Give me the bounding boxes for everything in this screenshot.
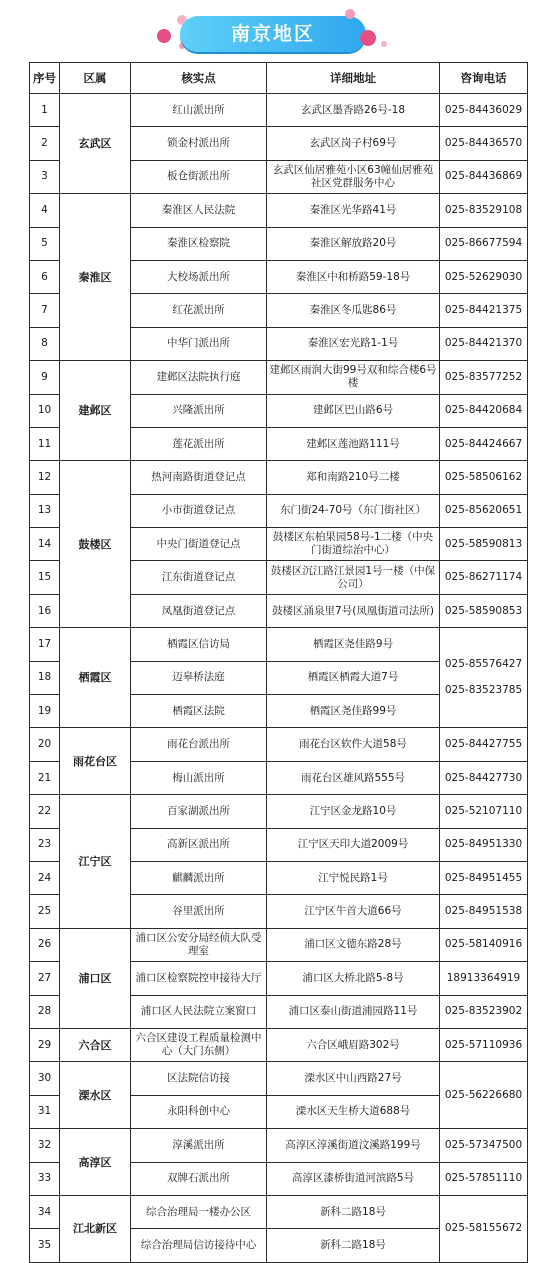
table-row: [30, 1195, 528, 1228]
phone-cell: 025-58590813: [440, 528, 528, 561]
district-cell: 秦淮区: [60, 194, 131, 361]
header-district: 区属: [60, 63, 131, 94]
phone-cell: 025-52629030: [440, 260, 528, 293]
row-number: 12: [30, 461, 60, 494]
verification-point: 双牌石派出所: [131, 1162, 267, 1195]
address-cell: 江宁区天印大道2009号: [267, 828, 440, 861]
address-cell: 东门街24-70号（东门街社区）: [267, 494, 440, 527]
verification-point: 秦淮区检察院: [131, 227, 267, 260]
phone-cell: 025-58140916: [440, 928, 528, 961]
district-cell: 雨花台区: [60, 728, 131, 795]
row-number: 22: [30, 795, 60, 828]
verification-point: 热河南路街道登记点: [131, 461, 267, 494]
district-cell: 江北新区: [60, 1195, 131, 1262]
phone-cell: 025-84421370: [440, 327, 528, 360]
row-number: 18: [30, 661, 60, 694]
row-number: 4: [30, 194, 60, 227]
address-cell: 雨花台区软件大道58号: [267, 728, 440, 761]
phone-cell: 025-83529108: [440, 194, 528, 227]
address-cell: 建邺区雨润大街99号双和综合楼6号楼: [267, 361, 440, 394]
address-cell: 栖霞区尧佳路9号: [267, 628, 440, 661]
verification-point: 江东街道登记点: [131, 561, 267, 594]
header-no: 序号: [30, 63, 60, 94]
verification-point: 区法院信访接: [131, 1062, 267, 1095]
row-number: 2: [30, 127, 60, 160]
phone-cell: 025-84427755: [440, 728, 528, 761]
row-number: 26: [30, 928, 60, 961]
row-number: 29: [30, 1028, 60, 1061]
verification-point: 栖霞区信访局: [131, 628, 267, 661]
row-number: 7: [30, 294, 60, 327]
verification-point: 栖霞区法院: [131, 695, 267, 728]
address-cell: 雨花台区雄风路555号: [267, 761, 440, 794]
address-cell: 高淳区漆桥街道河滨路5号: [267, 1162, 440, 1195]
address-cell: 高淳区淳溪街道汶溪路199号: [267, 1129, 440, 1162]
phone-cell: 025-58590853: [440, 594, 528, 627]
address-cell: 江宁区金龙路10号: [267, 795, 440, 828]
address-cell: 郑和南路210号二楼: [267, 461, 440, 494]
verification-point: 雨花台派出所: [131, 728, 267, 761]
address-cell: 秦淮区冬瓜匙86号: [267, 294, 440, 327]
phone-cell: 025-84951455: [440, 861, 528, 894]
phone-cell: 025-52107110: [440, 795, 528, 828]
row-number: 24: [30, 861, 60, 894]
row-number: 6: [30, 260, 60, 293]
table-row: [30, 94, 528, 127]
phone-cell: 025-84951538: [440, 895, 528, 928]
verification-point: 梅山派出所: [131, 761, 267, 794]
address-cell: 秦淮区宏光路1-1号: [267, 327, 440, 360]
phone-cell: 025-85576427 025-83523785: [440, 628, 528, 728]
row-number: 3: [30, 160, 60, 193]
row-number: 23: [30, 828, 60, 861]
header-address: 详细地址: [267, 63, 440, 94]
table-row: [30, 728, 528, 761]
verification-point: 红山派出所: [131, 94, 267, 127]
row-number: 34: [30, 1195, 60, 1228]
row-number: 32: [30, 1129, 60, 1162]
phone-cell: 025-84951330: [440, 828, 528, 861]
row-number: 8: [30, 327, 60, 360]
table-row: [30, 928, 528, 961]
table-row: [30, 795, 528, 828]
verification-point: 秦淮区人民法院: [131, 194, 267, 227]
verification-point: 淳溪派出所: [131, 1129, 267, 1162]
table-row: [30, 361, 528, 394]
verification-point: 谷里派出所: [131, 895, 267, 928]
phone-cell: 025-86271174: [440, 561, 528, 594]
phone-cell: 025-84424667: [440, 427, 528, 460]
header-point: 核实点: [131, 63, 267, 94]
verification-point: 麒麟派出所: [131, 861, 267, 894]
address-cell: 六合区峨眉路302号: [267, 1028, 440, 1061]
verification-point: 浦口区检察院控申接待大厅: [131, 962, 267, 995]
row-number: 20: [30, 728, 60, 761]
address-cell: 鼓楼区东柏果园58号-1二楼（中央门街道综治中心）: [267, 528, 440, 561]
table-row: [30, 1028, 528, 1061]
address-cell: 新科二路18号: [267, 1195, 440, 1228]
contact-table: [29, 62, 528, 1263]
verification-point: 中华门派出所: [131, 327, 267, 360]
address-cell: 栖霞区栖霞大道7号: [267, 661, 440, 694]
phone-cell: 025-84436869: [440, 160, 528, 193]
district-cell: 建邺区: [60, 361, 131, 461]
address-cell: 江宁悦民路1号: [267, 861, 440, 894]
row-number: 10: [30, 394, 60, 427]
phone-cell: 025-58506162: [440, 461, 528, 494]
address-cell: 玄武区仙居雅苑小区63幢仙居雅苑社区党群服务中心: [267, 160, 440, 193]
phone-cell: 025-57110936: [440, 1028, 528, 1061]
verification-point: 综合治理局信访接待中心: [131, 1229, 267, 1262]
phone-cell: 025-84421375: [440, 294, 528, 327]
district-cell: 栖霞区: [60, 628, 131, 728]
address-cell: 栖霞区尧佳路99号: [267, 695, 440, 728]
address-cell: 溧水区中山西路27号: [267, 1062, 440, 1095]
phone-cell: 025-83577252: [440, 361, 528, 394]
row-number: 21: [30, 761, 60, 794]
title-banner: [0, 0, 550, 64]
phone-cell: 025-57347500: [440, 1129, 528, 1162]
verification-point: 综合治理局一楼办公区: [131, 1195, 267, 1228]
table-row: [30, 194, 528, 227]
row-number: 25: [30, 895, 60, 928]
row-number: 15: [30, 561, 60, 594]
address-cell: 溧水区天生桥大道688号: [267, 1095, 440, 1128]
phone-cell: 025-85620651: [440, 494, 528, 527]
verification-point: 百家湖派出所: [131, 795, 267, 828]
address-cell: 鼓楼区涌泉里7号(凤凰街道司法所): [267, 594, 440, 627]
table-row: [30, 461, 528, 494]
district-cell: 玄武区: [60, 94, 131, 194]
table-header-row: [30, 63, 528, 94]
verification-point: 小市街道登记点: [131, 494, 267, 527]
row-number: 5: [30, 227, 60, 260]
verification-point: 大校场派出所: [131, 260, 267, 293]
phone-cell: 025-84436029: [440, 94, 528, 127]
row-number: 28: [30, 995, 60, 1028]
table-body: [30, 94, 528, 1263]
phone-cell: 025-58155672: [440, 1195, 528, 1262]
verification-point: 凤凰街道登记点: [131, 594, 267, 627]
row-number: 35: [30, 1229, 60, 1262]
verification-point: 浦口区公安分局经侦大队受理室: [131, 928, 267, 961]
verification-point: 迈皋桥法庭: [131, 661, 267, 694]
row-number: 13: [30, 494, 60, 527]
phone-cell: 025-56226680: [440, 1062, 528, 1129]
district-cell: 高淳区: [60, 1129, 131, 1196]
phone-cell: 025-83523902: [440, 995, 528, 1028]
address-cell: 江宁区牛首大道66号: [267, 895, 440, 928]
row-number: 1: [30, 94, 60, 127]
address-cell: 浦口区文德东路28号: [267, 928, 440, 961]
phone-cell: 025-86677594: [440, 227, 528, 260]
row-number: 17: [30, 628, 60, 661]
district-cell: 浦口区: [60, 928, 131, 1028]
verification-point: 中央门街道登记点: [131, 528, 267, 561]
page-title: 南京地区: [230, 23, 315, 45]
verification-point: 高新区派出所: [131, 828, 267, 861]
address-cell: 浦口区泰山街道浦园路11号: [267, 995, 440, 1028]
table-row: [30, 1129, 528, 1162]
address-cell: 秦淮区解放路20号: [267, 227, 440, 260]
row-number: 33: [30, 1162, 60, 1195]
verification-point: 永阳科创中心: [131, 1095, 267, 1128]
decorative-dots-right: [340, 4, 400, 60]
row-number: 19: [30, 695, 60, 728]
verification-point: 板仓街派出所: [131, 160, 267, 193]
phone-cell: 025-84427730: [440, 761, 528, 794]
header-phone: 咨询电话: [440, 63, 528, 94]
district-cell: 鼓楼区: [60, 461, 131, 628]
verification-point: 锁金村派出所: [131, 127, 267, 160]
table-row: [30, 628, 528, 661]
address-cell: 浦口区大桥北路5-8号: [267, 962, 440, 995]
verification-point: 浦口区人民法院立案窗口: [131, 995, 267, 1028]
phone-cell: 025-84436570: [440, 127, 528, 160]
address-cell: 秦淮区中和桥路59-18号: [267, 260, 440, 293]
address-cell: 鼓楼区沉江路江景园1号一楼（中保公司）: [267, 561, 440, 594]
address-cell: 玄武区岗子村69号: [267, 127, 440, 160]
table-row: [30, 1062, 528, 1095]
verification-point: 红花派出所: [131, 294, 267, 327]
verification-point: 六合区建设工程质量检测中心（大门东侧）: [131, 1028, 267, 1061]
row-number: 11: [30, 427, 60, 460]
phone-cell: 18913364919: [440, 962, 528, 995]
district-cell: 江宁区: [60, 795, 131, 929]
phone-cell: 025-57851110: [440, 1162, 528, 1195]
row-number: 14: [30, 528, 60, 561]
address-cell: 秦淮区光华路41号: [267, 194, 440, 227]
row-number: 31: [30, 1095, 60, 1128]
verification-point: 建邺区法院执行庭: [131, 361, 267, 394]
address-cell: 建邺区巴山路6号: [267, 394, 440, 427]
row-number: 27: [30, 962, 60, 995]
address-cell: 建邺区莲池路111号: [267, 427, 440, 460]
row-number: 9: [30, 361, 60, 394]
address-cell: 新科二路18号: [267, 1229, 440, 1262]
phone-cell: 025-84420684: [440, 394, 528, 427]
verification-point: 莲花派出所: [131, 427, 267, 460]
row-number: 30: [30, 1062, 60, 1095]
row-number: 16: [30, 594, 60, 627]
district-cell: 溧水区: [60, 1062, 131, 1129]
verification-point: 兴隆派出所: [131, 394, 267, 427]
address-cell: 玄武区墨香路26号-18: [267, 94, 440, 127]
district-cell: 六合区: [60, 1028, 131, 1061]
